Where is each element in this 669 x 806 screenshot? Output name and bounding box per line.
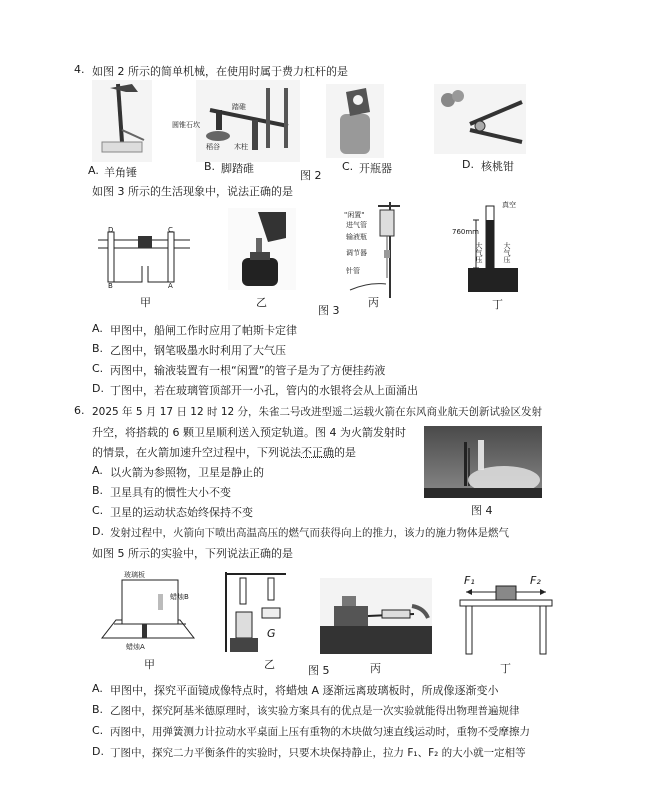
q6-stem-line1: 2025 年 5 月 17 日 12 时 12 分，朱雀二号改进型遥二运载火箭在东风商业航天创新试验区发射 — [92, 406, 543, 418]
q5-option-a-letter: A. — [92, 322, 103, 335]
q6-stem-line3a: 的情景，在火箭加速升空过程中，下列说法 — [92, 446, 301, 459]
q6-option-a-text: 以火箭为参照物，卫星是静止的 — [110, 466, 264, 479]
q6-option-c-letter: C. — [92, 504, 104, 517]
rocket-launch-photo — [424, 426, 542, 498]
q7-jia-label-glass: 玻璃板 — [124, 571, 145, 579]
q7-option-d-text: 丁图中，探究二力平衡条件的实验时，只要木块保持静止，拉力 F₁、F₂ 的大小就一定相等 — [110, 747, 526, 759]
q5-bing-label-bottle: 输液瓶 — [346, 233, 367, 241]
q5-jia-letter-d: D — [108, 226, 114, 234]
q5-bing-label-clamp: 调节器 — [346, 249, 367, 257]
q4-label-mortar: 圆锥石坎 — [172, 121, 200, 129]
q5-jia-letter-a: A — [168, 282, 173, 290]
q5-jia-letter-c: C — [168, 226, 173, 234]
q4-option-b-text: 脚踏碓 — [221, 162, 254, 175]
q7-sub-label-bing: 丙 — [370, 662, 381, 675]
q6-stem-line2: 升空，将搭载的 6 颗卫星顺利送入预定轨道。图 4 为火箭发射时 — [92, 426, 406, 439]
q4-option-c-letter: C. — [342, 160, 354, 173]
q5-ding-label-air1: 大气压 — [475, 242, 483, 263]
q6-number: 6. — [74, 404, 85, 417]
q4-number: 4. — [74, 63, 85, 76]
q5-option-b-letter: B. — [92, 342, 104, 355]
q7-ding-label-f2: F₂ — [530, 574, 541, 587]
fountain-pen-figure — [228, 208, 296, 290]
q4-label-grass: 稻谷 — [206, 143, 220, 151]
q7-option-c-text: 丙图中，用弹簧测力计拉动水平桌面上压有重物的木块做匀速直线运动时，重物不受摩擦力 — [110, 726, 530, 738]
q5-option-d-letter: D. — [92, 382, 104, 395]
q7-yi-label-g: G — [267, 627, 276, 640]
q4-option-d-text: 核桃钳 — [481, 160, 514, 173]
torricelli-figure — [462, 204, 524, 294]
q5-bing-label-needle: 针管 — [346, 267, 360, 275]
q7-option-a-letter: A. — [92, 682, 103, 695]
q7-stem: 如图 5 所示的实验中，下列说法正确的是 — [92, 547, 293, 560]
q4-option-d-letter: D. — [462, 158, 474, 171]
q7-sub-label-ding: 丁 — [500, 662, 511, 675]
q7-option-a-text: 甲图中，探究平面镜成像特点时，将蜡烛 A 逐渐远离玻璃板时，所成像逐渐变小 — [110, 684, 499, 697]
q6-stem-emphasis: 不正确 — [301, 446, 334, 459]
archimedes-figure — [220, 568, 290, 656]
q4-label-pivot: 木柱 — [234, 143, 248, 151]
q5-bing-label-tube: 进气管 — [346, 221, 367, 229]
q4-option-a-text: 羊角锤 — [104, 166, 137, 179]
force-balance-figure — [456, 580, 556, 656]
q5-sub-label-yi: 乙 — [256, 296, 267, 309]
q4-stem: 如图 2 所示的简单机械，在使用时属于费力杠杆的是 — [92, 65, 348, 78]
q6-stem-line3 — [92, 444, 356, 460]
bottle-opener-figure — [326, 84, 384, 158]
q7-option-b-letter: B. — [92, 703, 104, 716]
q6-option-c-text: 卫星的运动状态始终保持不变 — [110, 506, 253, 519]
q6-option-b-letter: B. — [92, 484, 104, 497]
q4-option-c-text: 开瓶器 — [359, 162, 392, 175]
q5-ding-label-height: 760mm — [452, 228, 479, 236]
q5-stem: 如图 3 所示的生活现象中，说法正确的是 — [92, 185, 293, 198]
q6-option-a-letter: A. — [92, 464, 103, 477]
q7-option-d-letter: D. — [92, 745, 104, 758]
q7-option-c-letter: C. — [92, 724, 104, 737]
q6-option-d-letter: D. — [92, 525, 104, 538]
q5-bing-label-vent: "闲置" — [344, 211, 365, 219]
q4-option-b-letter: B. — [204, 160, 216, 173]
spring-scale-figure — [320, 578, 432, 654]
q7-jia-label-candle-a: 蜡烛A — [126, 643, 145, 651]
canal-lock-figure — [98, 226, 190, 288]
q5-ding-label-air2: 大气压 — [503, 242, 511, 263]
plane-mirror-figure — [98, 570, 198, 652]
q7-option-b-text: 乙图中，探究阿基米德原理时，该实验方案具有的优点是一次实验就能得出物理普遍规律 — [110, 705, 520, 717]
q5-sub-label-jia: 甲 — [140, 296, 151, 309]
q5-option-a-text: 甲图中，船闸工作时应用了帕斯卡定律 — [110, 324, 297, 337]
q5-sub-label-ding: 丁 — [492, 298, 503, 311]
q5-sub-label-bing: 丙 — [368, 296, 379, 309]
q5-option-d-text: 丁图中，若在玻璃管顶部开一小孔，管内的水银将会从上面涌出 — [110, 384, 418, 397]
q6-stem-line3b: 的是 — [334, 446, 356, 459]
q4-option-a-letter: A. — [88, 164, 99, 177]
q6-option-d-text: 发射过程中，火箭向下喷出高温高压的燃气而获得向上的推力，该力的施力物体是燃气 — [110, 527, 509, 539]
q4-figure-label: 图 2 — [300, 169, 322, 182]
q7-figure-label: 图 5 — [308, 664, 330, 677]
q7-ding-label-f1: F₁ — [464, 574, 475, 587]
q5-figure-label: 图 3 — [318, 304, 340, 317]
nutcracker-figure — [434, 84, 526, 154]
q7-sub-label-jia: 甲 — [144, 658, 155, 671]
q6-option-b-text: 卫星具有的惯性大小不变 — [110, 486, 231, 499]
q5-option-c-letter: C. — [92, 362, 104, 375]
q5-ding-label-vacuum: 真空 — [502, 201, 516, 209]
claw-hammer-figure — [92, 80, 152, 162]
q6-figure-label: 图 4 — [471, 504, 493, 517]
q5-option-c-text: 丙图中，输液装置有一根“闲置”的管子是为了方便挂药液 — [110, 364, 386, 377]
q5-jia-letter-b: B — [108, 282, 113, 290]
q5-option-b-text: 乙图中，钢笔吸墨水时利用了大气压 — [110, 344, 286, 357]
q7-jia-label-candle-b: 蜡烛B — [170, 593, 189, 601]
q7-sub-label-yi: 乙 — [264, 658, 275, 671]
q4-label-pestle: 踏碓 — [232, 103, 246, 111]
